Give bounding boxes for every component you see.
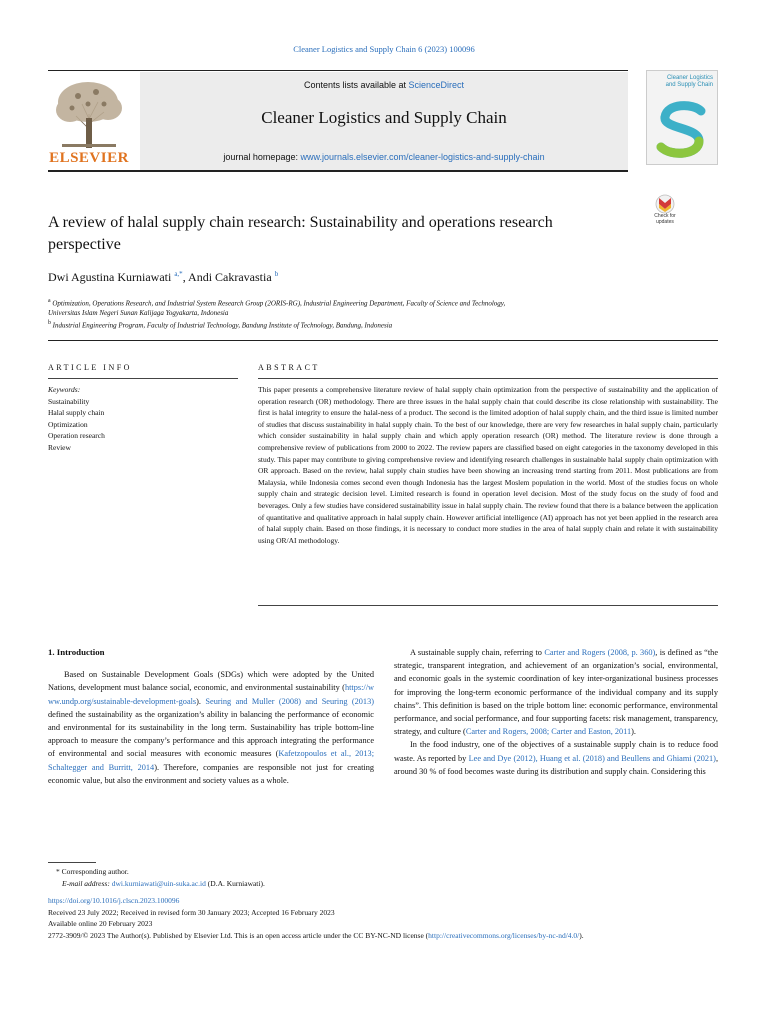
undp-link[interactable]: https://www.undp.org/sustainable-development-goals bbox=[48, 683, 374, 706]
body-column-left bbox=[48, 646, 374, 787]
sciencedirect-link[interactable]: ScienceDirect bbox=[408, 80, 465, 90]
section-heading: 1. Introduction bbox=[48, 647, 105, 657]
history-dates: Received 23 July 2022; Received in revised form 30 January 2023; Accepted 16 February 2023 bbox=[48, 907, 335, 917]
abstract-rule-bottom bbox=[258, 605, 718, 606]
header-rule-bottom bbox=[48, 170, 628, 172]
author-name[interactable]: Andi Cakravastia bbox=[188, 270, 272, 284]
license-note: 2772-3909/© 2023 The Author(s). Published by Elsevier Ltd. This is an open access article under the CC BY-NC-ND license (http://creativecommons.org/licenses/by-nc-nd/4.0/). bbox=[48, 930, 584, 940]
publisher-wordmark: ELSEVIER bbox=[49, 150, 129, 166]
author-affiliation-marker[interactable]: a,* bbox=[174, 270, 183, 278]
header-rule-top bbox=[48, 70, 628, 71]
citation-link[interactable]: Kafetzopoulos et al., 2013; Schaltegger and Burritt, 2014 bbox=[48, 749, 374, 772]
citation-link[interactable]: Seuring and Muller (2008) and Seuring (2013) bbox=[205, 696, 374, 706]
keyword-item: Optimization bbox=[48, 419, 88, 429]
keywords-label: Keywords: bbox=[48, 385, 81, 394]
journal-cover-thumbnail[interactable] bbox=[646, 70, 718, 165]
contents-availability: Contents lists available at ScienceDirect bbox=[303, 80, 465, 90]
corresponding-author-note: * Corresponding author. bbox=[56, 867, 129, 876]
license-link[interactable]: http://creativecommons.org/licenses/by-nc-nd/4.0/ bbox=[428, 930, 580, 940]
keyword-item: Halal supply chain bbox=[48, 408, 105, 417]
abstract-rule-top bbox=[258, 378, 718, 379]
section-divider bbox=[48, 340, 718, 341]
keyword-item: Sustainability bbox=[48, 396, 90, 406]
journal-homepage: journal homepage: www.journals.elsevier.com/cleaner-logistics-and-supply-chain bbox=[223, 152, 545, 162]
crossmark-icon bbox=[648, 194, 682, 214]
article-title: A review of halal supply chain research: Sustainability and operations research perspective bbox=[48, 214, 553, 253]
author-list: Dwi Agustina Kurniawati $^{a,*}$, Andi Cakravastia $^b$ bbox=[48, 270, 279, 284]
journal-title: Cleaner Logistics and Supply Chain bbox=[261, 108, 507, 127]
keyword-item: Operation research bbox=[48, 431, 105, 440]
journal-homepage-link[interactable]: www.journals.elsevier.com/cleaner-logistics-and-supply-chain bbox=[300, 152, 545, 162]
abstract-heading: ABSTRACT bbox=[258, 363, 320, 372]
paragraph: Based on Sustainable Development Goals (SDGs) which were adopted by the United Nations, development must balance social, economic, and environmental sustainability (https://www.undp.org/sustainable-development-goals). Seuring and Muller (2008) and Seuring (2013) defined the sustainability as the organization’s ability in balancing the performance of economic and environmental for its sustainability in the long term. Sustainability has triple bottom-line approach to measure the company’s performance and this approach integrating the performance of environmental and social measures with economic measures (Kafetzopoulos et al., 2013; Schaltegger and Burritt, 2014). Therefore, companies are responsible not just for creating economic value, but also the environment and society values as a whole. bbox=[48, 670, 374, 785]
email-note: E-mail address: dwi.kurniawati@uin-suka.ac.id (D.A. Kurniawati). bbox=[62, 878, 265, 888]
keyword-item: Review bbox=[48, 442, 71, 452]
check-for-updates-badge[interactable] bbox=[648, 194, 682, 228]
cover-title: Cleaner Logistics and Supply Chain bbox=[665, 75, 713, 88]
available-online: Available online 20 February 2023 bbox=[48, 919, 153, 928]
keywords-block bbox=[48, 384, 105, 453]
citation-link[interactable]: Lee and Dye (2012), Huang et al. (2018) and Beullens and Ghiami (2021) bbox=[468, 753, 716, 763]
author-name[interactable]: Dwi Agustina Kurniawati bbox=[48, 270, 172, 284]
footnote-rule bbox=[48, 862, 96, 863]
email-link[interactable]: dwi.kurniawati@uin-suka.ac.id bbox=[111, 878, 206, 888]
journal-citation[interactable]: Cleaner Logistics and Supply Chain 6 (2023) 100096 bbox=[293, 44, 475, 54]
author-affiliation-marker[interactable]: b bbox=[274, 270, 279, 278]
citation-link[interactable]: Carter and Rogers (2008, p. 360) bbox=[544, 648, 656, 657]
crossmark-label: Check for updates bbox=[654, 213, 676, 225]
doi-link[interactable]: https://doi.org/10.1016/j.clscn.2023.100096 bbox=[48, 896, 180, 905]
footnotes bbox=[48, 866, 718, 941]
body-column-right bbox=[394, 646, 718, 778]
paragraph: A sustainable supply chain, referring to Carter and Rogers (2008, p. 360), is defined as “the strategic, transparent integration, and achievement of an organization’s social, environmental, and economic goals in the systemic coordination of key inter-organizational business processes for improving the long-term economic performance of the individual company and its supply chains”. This definition is based on the triple bottom line: economic performance, environmental performance, and social performance, and four supporting facets: risk management, transparency, strategy, and culture (Carter and Rogers, 2008; Carter and Easton, 2011). bbox=[394, 648, 719, 737]
article-info-rule bbox=[48, 378, 238, 379]
paragraph: In the food industry, one of the objectives of a sustainable supply chain is to reduce food waste. As reported by Lee and Dye (2012), Huang et al. (2018) and Beullens and Ghiami (2021), around 30 % of food becomes waste during its distribution and supply chain. Considering this bbox=[394, 740, 719, 776]
article-info-heading: ARTICLE INFO bbox=[48, 363, 132, 372]
cover-s-logo-icon bbox=[653, 99, 713, 161]
citation-link[interactable]: Carter and Rogers, 2008; Carter and Easton, 2011 bbox=[465, 727, 632, 737]
affiliation-b: $^b$ Industrial Engineering Program, Faculty of Industrial Technology, Bandung Institute of Technology, Bandung, Indonesia bbox=[48, 320, 393, 330]
affiliation-a: $^a$ Optimization, Operations Research, and Industrial System Research Group (2ORIS-RG), Industrial Engineering Department, Faculty of Science and Technology, Universitas Islam Negeri Sunan Kalijaga Yogyakarta, Indonesia bbox=[48, 298, 506, 318]
abstract-text: This paper presents a comprehensive literature review of halal supply chain optimization from the perspective of sustainability and the application of operation research (OR) methodology. There are three issues in the halal supply chain that could describe its close relationship with sustainability. The first is halal integrity to ensure the halal-ness of a product. The second is the limited adoption of halal supply chain, and the third issue is limited number of studies that discuss sustainability in halal supply chain. To the best of our knowledge, there are very few researches in halal supply chain, particularly which consider sustainability in halal supply chain and which apply operation research (OR) method. The literature review is done through a comprehensive review of publications from 2000 to 2022. The review papers are classified based on eight categories in the taxonomy developed in this study. This paper may contribute to giving comprehensive review and identifying research challenges in sustainable halal supply chain optimization with OR approach. Based on the review, halal supply chain studies have been showing an increasing trend starting from 2011. Most publications are from Malaysia, while Indonesia comes second even though Indonesia has the largest Moslem population in the world. Most of the studies focus on whole supply chain and strategic decision level. Limited research is found in operation level decision. Most of the study focus on the study of food and beverages. Only a few studies have considered sustainability issue in halal supply chain. The review found that there is a balance between the application of quantitative and qualitative approach in halal supply chain. However artificial intelligence (AI) approach has not yet been applied in the research area of halal supply chain. Based on those findings, it is necessary to conduct more studies in the area of halal supply chain and relate it with sustainability using OR/AI methodology. bbox=[258, 385, 718, 545]
